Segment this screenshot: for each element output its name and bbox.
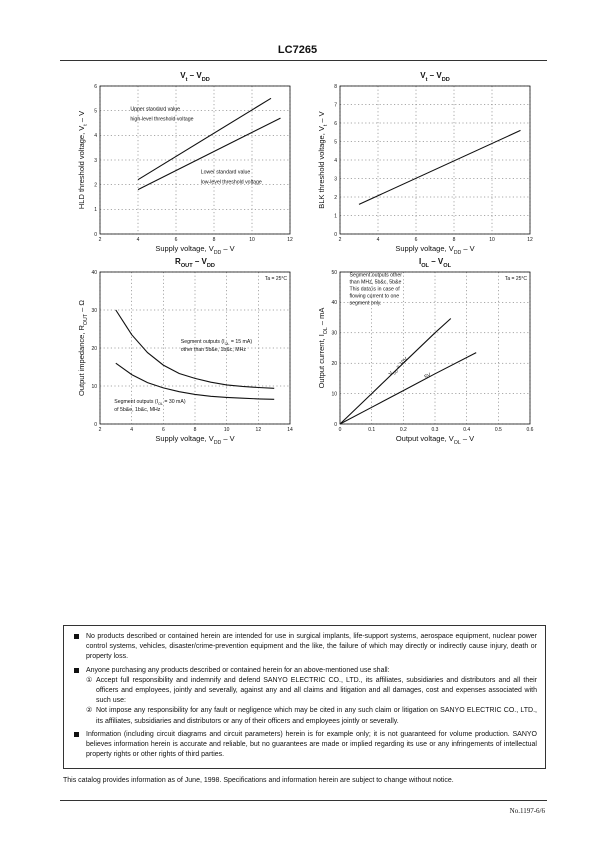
annotation-2: other than 5b&e, 1b&c, MHz — [180, 347, 246, 354]
annotation-3: Segment outputs ($I_{OL} = 30$ mA) — [114, 399, 186, 407]
annotation-2: than MHz, 5b&c, 5b&e — [349, 279, 402, 286]
plot-frame — [100, 86, 290, 234]
footer-rule — [60, 800, 547, 801]
x-tick-label: 2 — [338, 237, 342, 243]
y-axis-label: Output current, $I_{OL}$ – mA — [317, 307, 329, 389]
x-tick-label: 4 — [136, 237, 140, 243]
x-axis-label: Output voltage, $V_{OL}$ – V — [395, 434, 475, 446]
y-tick-label: 0 — [94, 421, 97, 428]
x-tick-label: 6 — [414, 237, 418, 243]
y-tick-label: 6 — [334, 120, 337, 127]
x-tick-label: 10 — [489, 237, 495, 243]
y-tick-label: 10 — [331, 391, 337, 398]
y-tick-label: 8 — [334, 83, 337, 90]
y-axis-label: HLD threshold voltage, $V_t$ – V — [77, 110, 89, 210]
x-tick-label: 4 — [130, 427, 134, 433]
notice-sub-item-2 — [86, 706, 537, 726]
annotation-4: flowing current to one — [349, 293, 400, 300]
y-tick-label: 5 — [94, 108, 97, 115]
annotation-1: Segment outputs ($I_{OL} = 15$ mA) — [180, 339, 253, 347]
y-tick-label: 3 — [94, 157, 97, 164]
square-bullet-icon — [74, 668, 79, 673]
x-axis-label: Supply voltage, $V_{DD}$ – V — [155, 244, 235, 256]
square-bullet-icon — [74, 634, 79, 639]
x-tick-label: 0 — [338, 427, 342, 433]
x-tick-label: 6 — [161, 427, 165, 433]
annotation-1: Segment outputs other — [349, 272, 402, 279]
x-tick-label: 12 — [527, 237, 533, 243]
chart-2 — [317, 71, 533, 256]
chart-title: $V_t - V_{DD}$ — [420, 71, 450, 83]
circled-two-icon: ② — [86, 707, 93, 715]
series-line-2 — [116, 363, 274, 399]
notice-sub-text-2: Not impose any responsibility for any fault or negligence which may be cited in any such claim or litigation on SANYO ELECTRIC CO., LTD., its affiliates, subsidiaries and distributors or any of their officers and employees jointly or severally. — [96, 707, 537, 725]
y-tick-label: 30 — [331, 330, 337, 337]
chart-title: $V_t - V_{DD}$ — [180, 71, 210, 83]
notice-sub-item-1 — [86, 676, 537, 707]
x-tick-label: 0.3 — [431, 427, 439, 433]
catalog-note: This catalog provides information as of June, 1998. Specifications and information herein are subject to change without notice. — [63, 777, 454, 784]
x-axis-label: Supply voltage, $V_{DD}$ – V — [395, 244, 475, 256]
plot-frame — [340, 86, 530, 234]
y-tick-label: 5 — [334, 139, 337, 146]
y-tick-label: 50 — [331, 269, 337, 276]
annotation-4: of 5b&e, 1b&c, MHz — [114, 407, 161, 414]
annotation-3: This data is in case of — [349, 286, 400, 293]
chart-title: $R_{OUT} - V_{DD}$ — [175, 257, 215, 269]
x-tick-label: 0.4 — [463, 427, 471, 433]
annotation-1: Upper standard value — [130, 106, 181, 113]
x-tick-label: 0.6 — [526, 427, 534, 433]
x-tick-label: 10 — [249, 237, 255, 243]
y-axis-label: Output impedance, $R_{OUT}$ – Ω — [77, 300, 89, 396]
y-tick-label: 20 — [91, 345, 97, 352]
x-tick-label: 8 — [193, 427, 197, 433]
notice-item-3 — [72, 730, 537, 761]
x-tick-label: 14 — [287, 427, 293, 433]
annotation-3: Lower standard value — [200, 169, 251, 176]
chart-1 — [77, 71, 293, 256]
y-tick-label: 2 — [334, 194, 337, 201]
x-tick-label: 2 — [98, 237, 102, 243]
notice-text-1: No products described or contained herein are intended for use in surgical implants, life-support systems, aerospace equipment, nuclear power control systems, vehicles, disaster/crime-prevention equipment and the like, the failure of which may directly or indirectly cause injury, death or property loss. — [86, 633, 537, 661]
x-tick-label: 6 — [174, 237, 178, 243]
x-tick-label: 4 — [376, 237, 380, 243]
y-tick-label: 0 — [334, 421, 337, 428]
notice-text-2: Anyone purchasing any products described or contained herein for an above-mentioned use shall: — [86, 666, 390, 674]
y-tick-label: 1 — [334, 213, 337, 220]
annotation-2: high-level threshold voltage — [130, 116, 194, 123]
y-tick-label: 2 — [94, 182, 97, 189]
y-tick-label: 20 — [331, 361, 337, 367]
x-tick-label: 8 — [452, 237, 456, 243]
circled-one-icon: ① — [86, 676, 93, 684]
chart-title: $I_{OL} - V_{OL}$ — [418, 257, 452, 269]
chart-3 — [77, 257, 293, 446]
y-tick-label: 6 — [94, 83, 97, 90]
square-bullet-icon — [74, 732, 79, 737]
y-tick-label: 0 — [94, 231, 97, 238]
x-tick-label: 8 — [212, 237, 216, 243]
notice-item-1 — [72, 632, 537, 663]
x-tick-label: 0.2 — [399, 427, 407, 433]
y-tick-label: 30 — [91, 307, 97, 314]
series-line-2 — [340, 353, 476, 424]
x-tick-label: 0.5 — [494, 427, 502, 433]
condition-label: Ta = 25°C — [264, 276, 287, 282]
series-label-1: $V_{DD} = 10V$ — [387, 356, 410, 378]
notice-item-2 — [72, 666, 537, 727]
y-tick-label: 4 — [334, 157, 337, 164]
y-tick-label: 3 — [334, 176, 337, 183]
x-axis-label: Supply voltage, $V_{DD}$ – V — [155, 434, 235, 446]
notice-sub-text-1: Accept full responsibility and indemnify and defend SANYO ELECTRIC CO., LTD., its affiliates, subsidiaries and distributors and all their officers and employees, jointly and severally, against any and all claims and litigation and all damages, cost and expenses associated with such use: — [96, 676, 537, 705]
x-tick-label: 12 — [255, 427, 262, 433]
x-tick-label: 0.1 — [368, 427, 376, 433]
y-tick-label: 40 — [331, 300, 337, 307]
annotation-4: low-level threshold voltage — [200, 179, 262, 186]
y-tick-label: 10 — [91, 383, 97, 390]
y-tick-label: 0 — [334, 231, 337, 238]
part-number: LC7265 — [277, 44, 318, 56]
y-tick-label: 1 — [94, 207, 97, 214]
x-tick-label: 2 — [98, 427, 102, 433]
y-tick-label: 40 — [91, 269, 97, 276]
notice-text-3: Information (including circuit diagrams and circuit parameters) herein is for example only; it is not guaranteed for volume production. SANYO believes information herein is accurate and reliable, but no guarantees are made or implied regarding its use or any infringements of intellectual property rights or other rights of third parties. — [86, 730, 537, 759]
condition-label: Ta = 25°C — [504, 276, 527, 282]
y-tick-label: 4 — [94, 133, 97, 140]
series-label-2: 5V — [423, 372, 433, 381]
annotation-5: segment only. — [349, 300, 382, 307]
page-number: No.1197-6/6 — [509, 807, 545, 815]
notice-box — [63, 625, 546, 769]
x-tick-label: 12 — [287, 237, 293, 243]
chart-4 — [317, 257, 534, 446]
y-tick-label: 7 — [334, 102, 337, 109]
y-axis-label: BLK threshold voltage, $V_t$ – V — [317, 111, 329, 209]
x-tick-label: 10 — [223, 427, 230, 433]
